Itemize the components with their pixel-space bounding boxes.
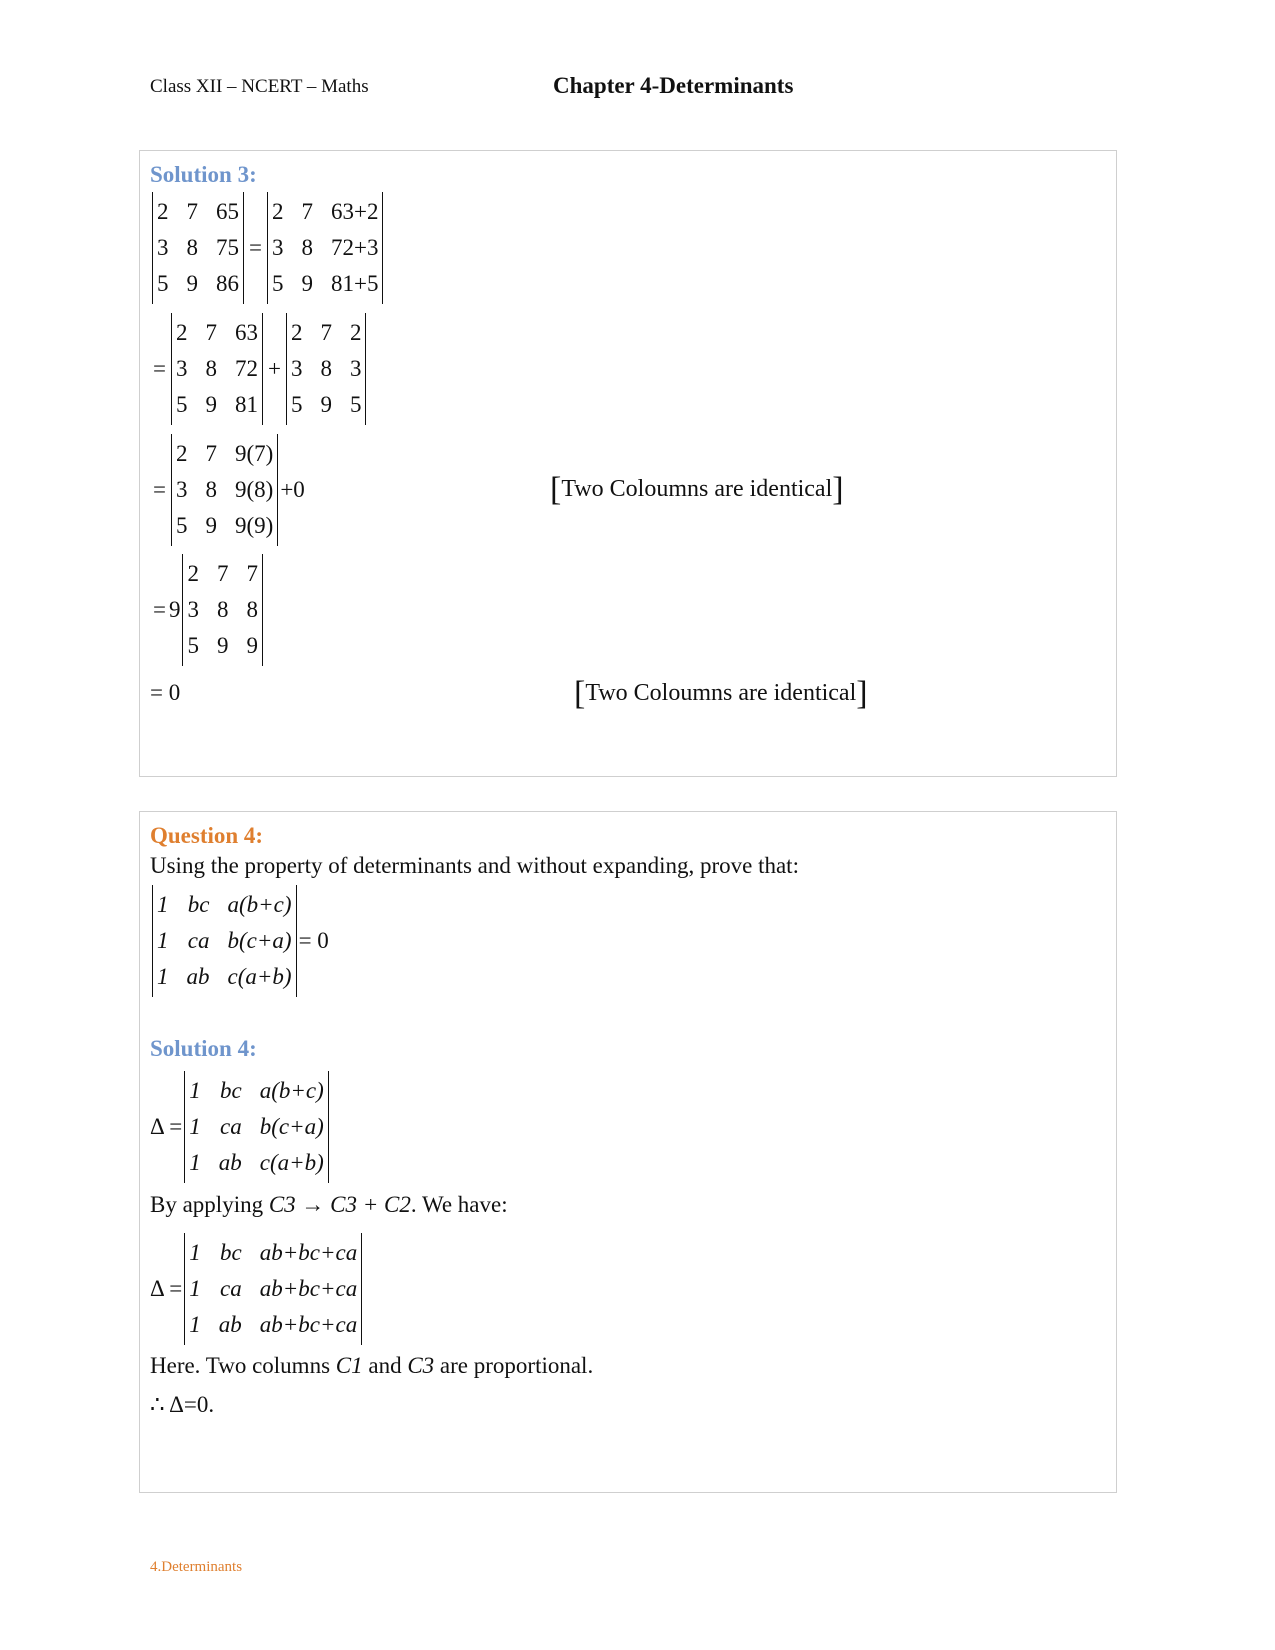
header-class-label: Class XII – NCERT – Maths [150,76,369,97]
plus-zero: +0 [280,477,305,502]
determinant [286,313,367,425]
matrix-cell: ca [220,1276,242,1301]
matrix-cell: 3 [349,356,362,381]
matrix-cell: 1 [189,1150,201,1175]
matrix-cell: 86 [216,271,239,296]
matrix-row [155,194,241,230]
matrix-cell: 7 [205,441,217,466]
matrix-row [174,351,260,387]
solution-4-title: Solution 4: [150,1036,257,1061]
matrix-cell: 81+5 [330,271,379,296]
matrix-cell: 9 [320,392,332,417]
matrix-cell: 8 [216,597,229,622]
matrix-cell: 7 [301,199,313,224]
matrix-cell: 1 [157,964,169,989]
matrix-cell: ab [218,1150,242,1175]
matrix-cell: 2 [290,320,303,345]
solution-4-delta-equation [150,1071,331,1183]
matrix-cell: c(a+b) [259,1150,324,1175]
matrix-cell: 1 [189,1276,201,1301]
matrix-cell: 9 [205,392,217,417]
matrix-cell: 3 [271,235,284,260]
matrix-cell: 2 [271,199,284,224]
equals-sign: = [153,597,166,622]
matrix-row [155,959,294,995]
solution-3-step-1 [150,192,385,304]
matrix-cell: 5 [290,392,303,417]
matrix-cell: 5 [175,392,188,417]
matrix-row [174,436,275,472]
matrix-cell: 8 [246,597,258,622]
matrix-cell: 2 [349,320,362,345]
matrix-cell: 3 [175,477,188,502]
matrix-cell: 5 [187,633,199,658]
matrix-cell: 63+2 [330,199,379,224]
matrix-row [185,556,260,592]
plus-sign: + [267,356,281,381]
matrix-cell: 8 [205,356,217,381]
footer-label: 4.Determinants [150,1559,243,1575]
matrix-cell: 1 [189,1240,201,1265]
applying-line: By applying C3 → C3 + C2. We have: [150,1192,508,1217]
determinant [171,313,263,425]
matrix-row [155,230,241,266]
matrix-cell: 2 [175,441,188,466]
equals-zero: = 0 [298,928,329,953]
matrix-cell: 9 [216,633,229,658]
matrix-cell: 3 [290,356,303,381]
equals-sign: = [153,477,166,502]
matrix-cell: 9 [246,633,258,658]
factor: 9 [168,597,181,622]
matrix-cell: 9 [186,271,198,296]
matrix-row [270,230,380,266]
matrix-cell: ab+bc+ca [259,1312,358,1337]
determinant [152,885,297,997]
matrix-cell: a(b+c) [259,1078,324,1103]
matrix-cell: b(c+a) [227,928,292,953]
matrix-row [187,1145,326,1181]
matrix-cell: 1 [157,928,169,953]
matrix-row [187,1307,359,1343]
matrix-row [289,315,364,351]
matrix-cell: 7 [246,561,258,586]
matrix-row [187,1235,359,1271]
matrix-row [187,1073,326,1109]
matrix-cell: 1 [189,1312,201,1337]
matrix-cell: bc [220,1078,242,1103]
determinant [184,1233,362,1345]
matrix-cell: 9(8) [234,477,274,502]
matrix-cell: b(c+a) [259,1114,324,1139]
matrix-cell: 9 [301,271,313,296]
matrix-cell: 1 [157,892,169,917]
solution-3-result: = 0 [150,680,181,705]
matrix-cell: 2 [187,561,199,586]
matrix-row [174,472,275,508]
matrix-cell: ab [186,964,210,989]
matrix-cell: 5 [175,513,188,538]
matrix-cell: bc [220,1240,242,1265]
solution-4-step-2 [150,1233,364,1345]
matrix-cell: 1 [189,1078,201,1103]
matrix-cell: 72+3 [330,235,379,260]
matrix-cell: 63 [234,320,258,345]
matrix-row [174,387,260,423]
solution-3-step-3 [150,434,305,546]
matrix-cell: 8 [320,356,332,381]
matrix-row [187,1109,326,1145]
matrix-row [155,266,241,302]
question-4-equation [150,885,329,997]
matrix-cell: 5 [349,392,362,417]
matrix-row [289,387,364,423]
matrix-cell: bc [187,892,210,917]
matrix-cell: ab [218,1312,242,1337]
matrix-cell: 9(7) [234,441,274,466]
matrix-row [270,266,380,302]
solution-3-step-4 [150,554,265,666]
matrix-cell: 8 [205,477,217,502]
matrix-cell: 81 [234,392,258,417]
determinant [184,1071,329,1183]
matrix-cell: 3 [157,235,169,260]
matrix-cell: ca [220,1114,242,1139]
matrix-cell: 3 [175,356,188,381]
matrix-row [155,923,294,959]
solution-3-note-1: [Two Coloumns are identical] [550,471,844,508]
delta-label: Δ = [150,1276,183,1301]
matrix-cell: 7 [186,199,198,224]
chapter-title: Chapter 4-Determinants [553,73,794,98]
matrix-row [187,1271,359,1307]
matrix-cell: 9 [205,513,217,538]
proportional-line: Here. Two columns C1 and C3 are proportional. [150,1353,594,1378]
matrix-cell: ab+bc+ca [259,1240,358,1265]
matrix-cell: ca [187,928,210,953]
delta-label: Δ = [150,1114,183,1139]
matrix-cell: 3 [187,597,199,622]
matrix-cell: 8 [186,235,198,260]
solution-3-note-2: [Two Coloumns are identical] [574,675,868,712]
matrix-cell: 75 [216,235,239,260]
solution-3-step-2 [150,313,368,425]
question-4-text: Using the property of determinants and without expanding, prove that: [150,853,799,878]
determinant [171,434,278,546]
matrix-cell: c(a+b) [227,964,292,989]
matrix-cell: ab+bc+ca [259,1276,358,1301]
determinant [152,192,244,304]
matrix-cell: 7 [205,320,217,345]
matrix-cell: 65 [216,199,239,224]
matrix-cell: 5 [271,271,284,296]
matrix-row [270,194,380,230]
matrix-cell: 5 [157,271,169,296]
matrix-row [185,592,260,628]
matrix-cell: 72 [234,356,258,381]
matrix-row [289,351,364,387]
determinant [182,554,263,666]
conclusion: ∴ Δ=0. [150,1392,215,1417]
matrix-cell: 8 [301,235,313,260]
matrix-row [185,628,260,664]
matrix-row [174,315,260,351]
matrix-row [155,887,294,923]
matrix-cell: 7 [320,320,332,345]
determinant [267,192,383,304]
matrix-cell: 7 [216,561,229,586]
matrix-row [174,508,275,544]
solution-3-title: Solution 3: [150,162,257,187]
question-4-title: Question 4: [150,823,264,848]
matrix-cell: 9(9) [234,513,274,538]
matrix-cell: 1 [189,1114,201,1139]
matrix-cell: 2 [157,199,169,224]
matrix-cell: 2 [175,320,188,345]
equals-sign: = [249,235,262,260]
equals-sign: = [153,356,166,381]
matrix-cell: a(b+c) [227,892,292,917]
